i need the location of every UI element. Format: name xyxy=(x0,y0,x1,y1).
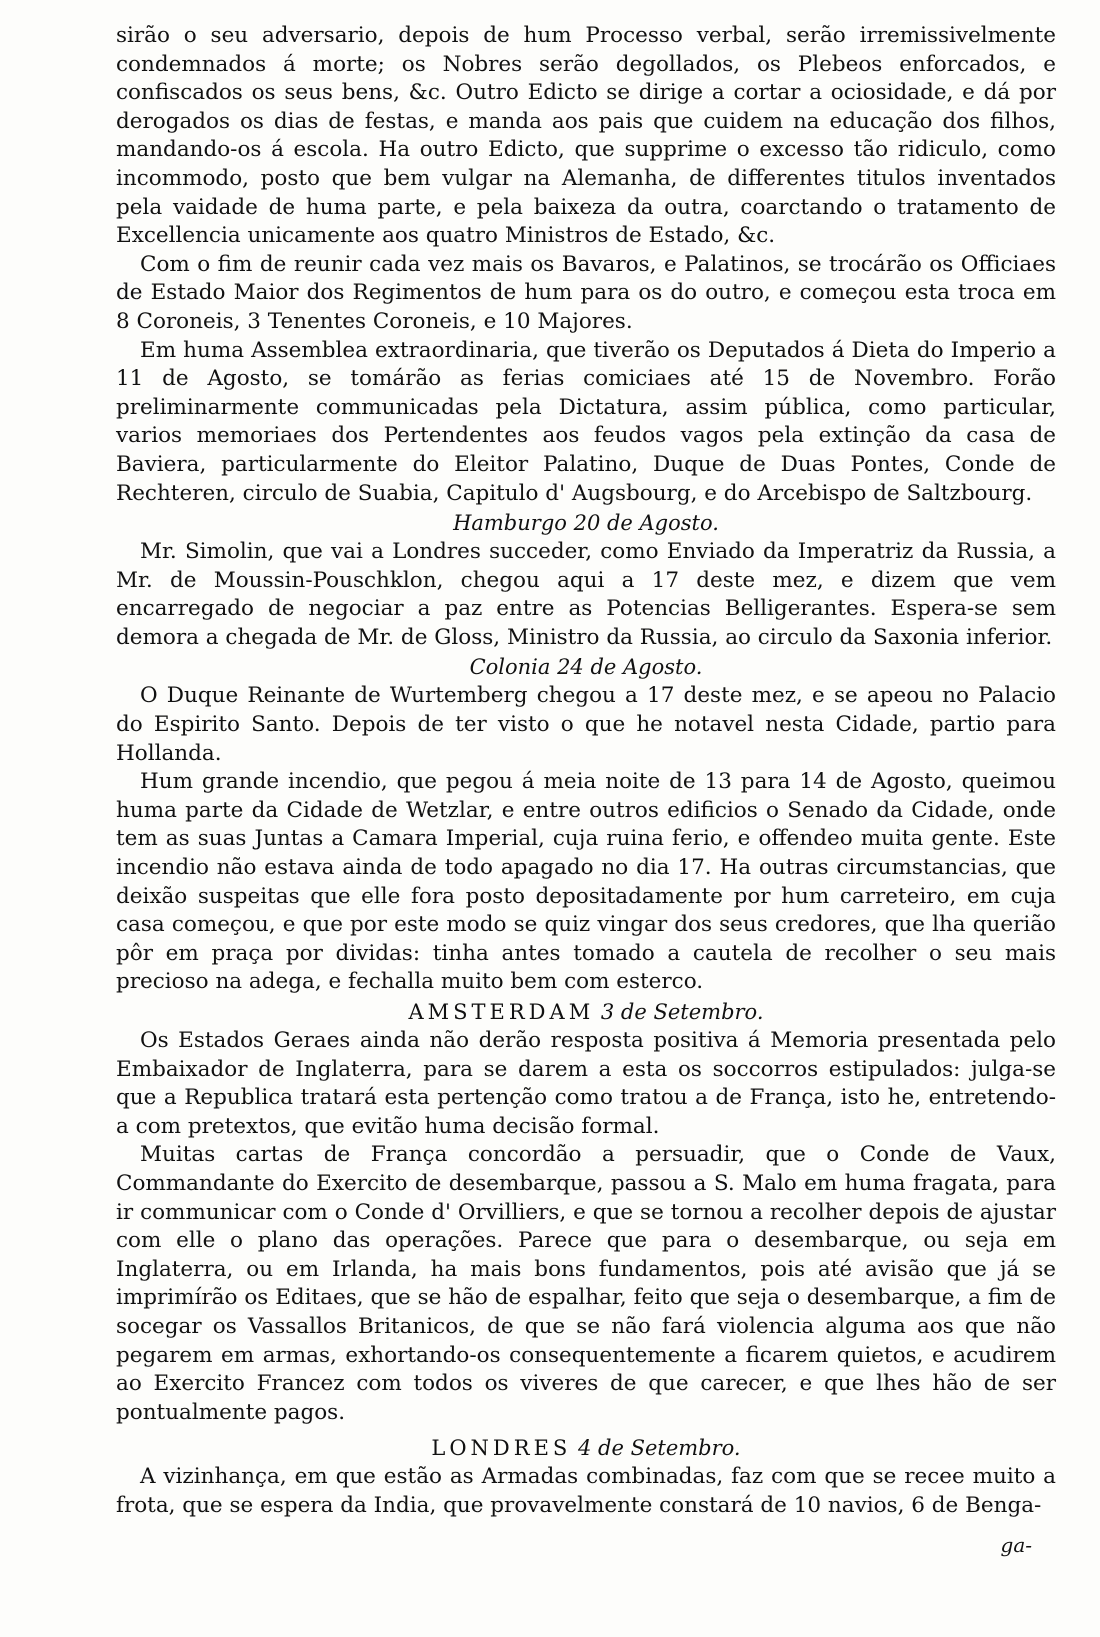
article-paragraph: Com o fim de reunir cada vez mais os Bavaros, e Palatinos, se trocárão os Officiaes de Estado Maior dos Regimentos de hum para os do outro, e começou esta troca em 8 Coroneis, 3 Tenentes Coroneis, e 10 Majores. xyxy=(116,251,1056,334)
dateline-colonia xyxy=(116,652,1056,682)
article-paragraph: Os Estados Geraes ainda não derão resposta positiva á Memoria presentada pelo Embaixador de Inglaterra, para se darem a esta os soccorros estipulados: julga-se que a Republica tratará esta pertenção como tratou a de França, isto he, entretendo-a com pretextos, que evitão huma decisão formal. xyxy=(116,1028,1056,1139)
dateline-text: Hamburgo 20 de Agosto. xyxy=(453,511,719,536)
article-paragraph: Muitas cartas de França concordão a persuadir, que o Conde de Vaux, Commandante do Exercito de desembarque, passou a S. Malo em huma fragata, para ir communicar com o Conde d' Orvilliers, e que se tornou a recolher depois de ajustar com elle o plano das operações. Parece que para o desembarque, ou seja em Inglaterra, ou em Irlanda, ha mais bons fundamentos, pois até avisão que já se imprimírão os Editaes, que se hão de espalhar, feito que seja o desembarque, a fim de socegar os Vassallos Britanicos, de que se não fará violencia alguma aos que não pegarem em armas, exhortando-os consequentemente a ficarem quietos, e acudirem ao Exercito Francez com todos os viveres de que carecer, e que lhes hão de ser pontualmente pagos. xyxy=(116,1142,1056,1425)
dateline-place: AMSTERDAM xyxy=(408,1000,595,1024)
dateline-hamburgo xyxy=(116,508,1056,538)
dateline-amsterdam xyxy=(116,997,1056,1027)
dateline-place: LONDRES xyxy=(431,1436,572,1461)
catchword: ga- xyxy=(1000,1532,1032,1557)
dateline-date: 3 de Setembro. xyxy=(600,1000,764,1024)
article-paragraph: Mr. Simolin, que vai a Londres succeder, como Enviado da Imperatriz da Russia, a Mr. de Moussin-Pouschklon, chegou aqui a 17 deste mez, e dizem que vem encarregado de negociar a paz entre as Potencias Belligerantes. Espera-se sem demora a chegada de Mr. de Gloss, Ministro da Russia, ao circulo da Saxonia inferior. xyxy=(116,539,1056,650)
article-paragraph: O Duque Reinante de Wurtemberg chegou a 17 deste mez, e se apeou no Palacio do Espirito Santo. Depois de ter visto o que he notavel nesta Cidade, partio para Hollanda. xyxy=(116,683,1056,766)
dateline-londres xyxy=(116,1433,1056,1463)
article-paragraph: sirão o seu adversario, depois de hum Processo verbal, serão irremissivelmente condemnados á morte; os Nobres serão degollados, os Plebeos enforcados, e confiscados os seus bens, &c. Outro Edicto se dirige a cortar a ociosidade, e dá por derogados os dias de festas, e manda aos pais que cuidem na educação dos filhos, mandando-os á escola. Ha outro Edicto, que supprime o excesso tão ridiculo, como incommodo, posto que bem vulgar na Alemanha, de differentes titulos inventados pela vaidade de huma parte, e pela baixeza da outra, coarctando o tratamento de Excellencia unicamente aos quatro Ministros de Estado, &c. xyxy=(116,23,1056,249)
article-paragraph: Hum grande incendio, que pegou á meia noite de 13 para 14 de Agosto, queimou huma parte da Cidade de Wetzlar, e entre outros edificios o Senado da Cidade, onde tem as suas Juntas a Camara Imperial, cuja ruina ferio, e offendeo muita gente. Este incendio não estava ainda de todo apagado no dia 17. Ha outras circumstancias, que deixão suspeitas que elle fora posto depositadamente por hum carreteiro, em cuja casa começou, e que por este modo se quiz vingar dos seus credores, que lha querião pôr em praça por dividas: tinha antes tomado a cautela de recolher o seu mais precioso na adega, e fechalla muito bem com esterco. xyxy=(116,769,1056,995)
dateline-text: Colonia 24 de Agosto. xyxy=(469,655,703,680)
article-paragraph: A vizinhança, em que estão as Armadas combinadas, faz com que se recee muito a frota, que se espera da India, que provavelmente constará de 10 navios, 6 de Benga- xyxy=(116,1464,1056,1518)
article-paragraph: Em huma Assemblea extraordinaria, que tiverão os Deputados á Dieta do Imperio a 11 de Agosto, se tomárão as ferias comiciaes até 15 de Novembro. Forão preliminarmente communicadas pela Dictatura, assim pública, como particular, varios memoriaes dos Pertendentes aos feudos vagos pela extinção da casa de Baviera, particularmente do Eleitor Palatino, Duque de Duas Pontes, Conde de Rechteren, circulo de Suabia, Capitulo d' Augsbourg, e do Arcebispo de Saltzbourg. xyxy=(116,337,1056,506)
dateline-date: 4 de Setembro. xyxy=(577,1436,741,1461)
